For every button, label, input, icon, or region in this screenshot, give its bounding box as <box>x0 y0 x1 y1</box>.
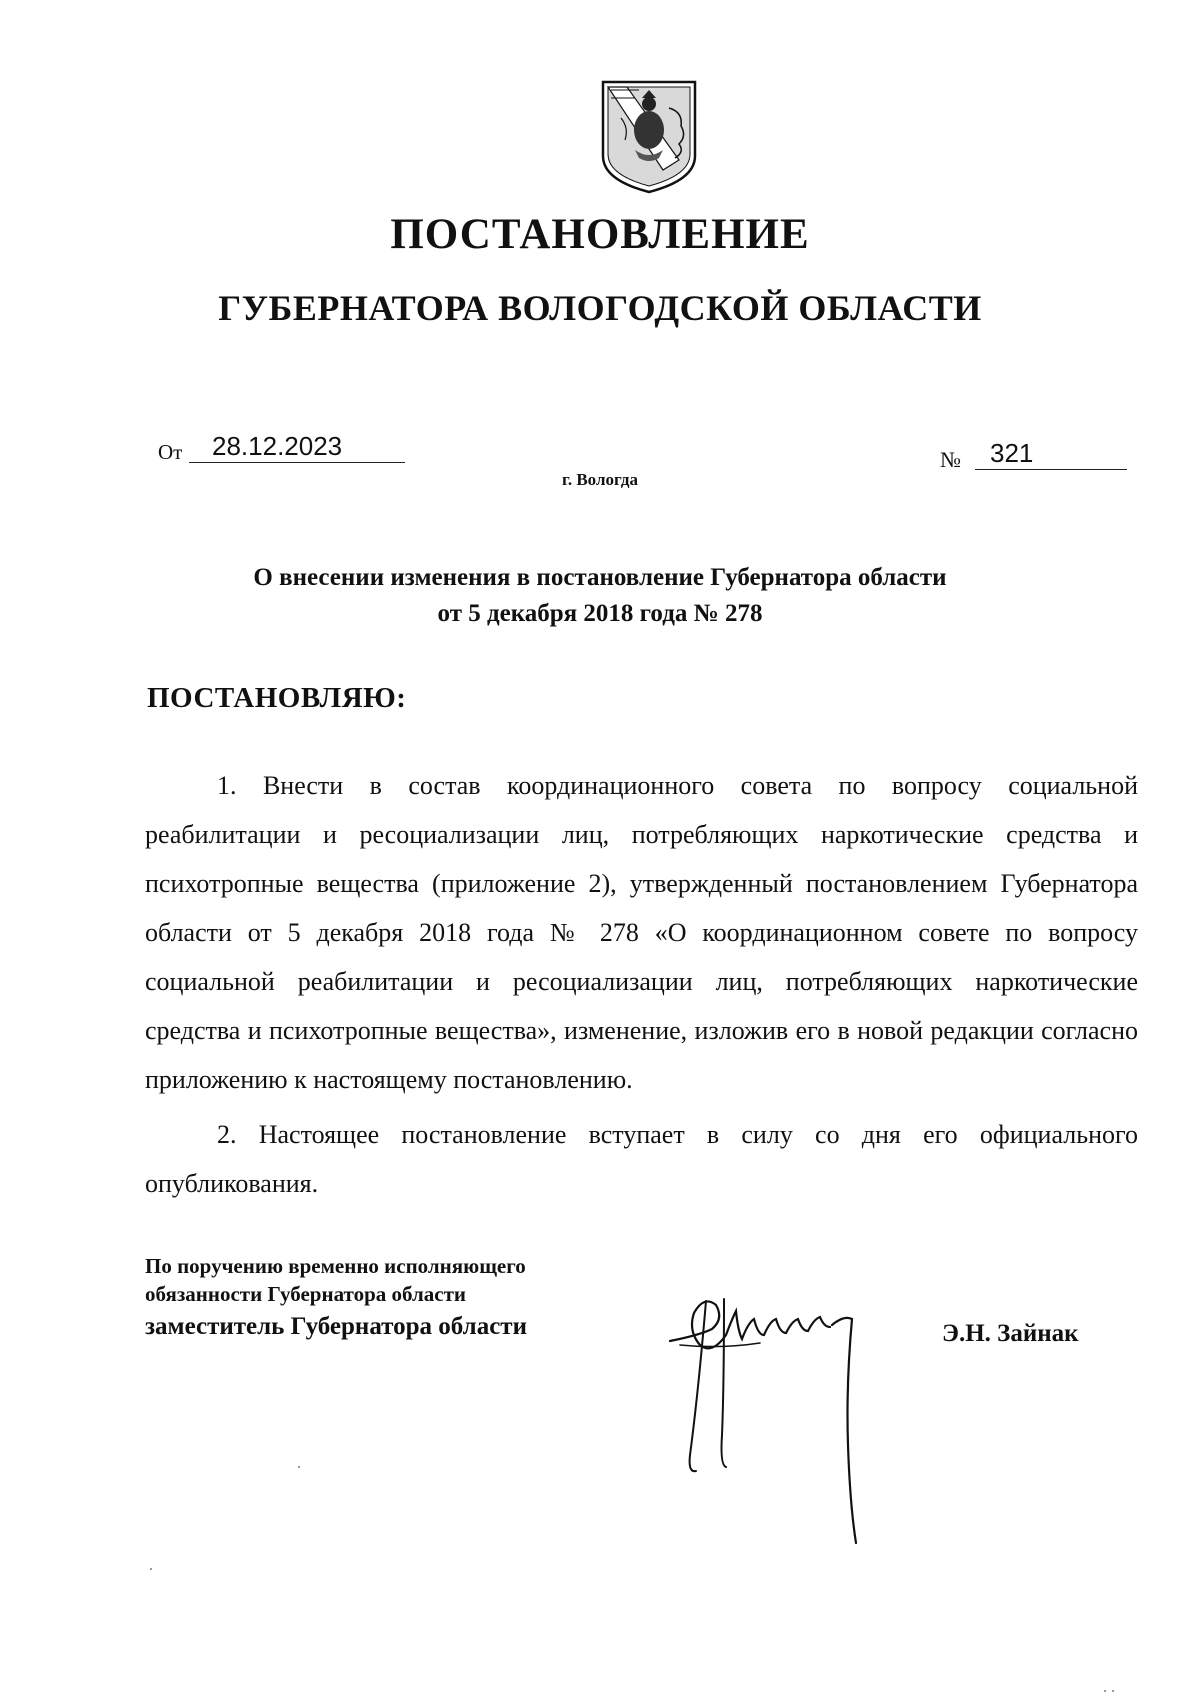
document-city: г. Вологда <box>562 470 638 489</box>
subject-line-2: от 5 декабря 2018 года № 278 <box>437 600 763 627</box>
signatory-name: Э.Н. Зайнак <box>942 1320 1079 1347</box>
date-underline <box>189 462 405 463</box>
document-number: 321 <box>990 438 1034 468</box>
document-issuer: ГУБЕРНАТОРА ВОЛОГОДСКОЙ ОБЛАСТИ <box>218 288 982 328</box>
signatory-position <box>145 1252 527 1346</box>
paragraph-1: 1. Внести в состав координационного совета по вопросу социальной реабилитации и ресоциализации лиц, потребляющих наркотические средства и психотропные вещества (приложение 2), утвержденный постановлением Губернатора области от 5 декабря 2018 года № 278 «О координационном совете по вопросу социальной реабилитации и ресоциализации лиц, потребляющих наркотические средства и психотропные вещества», изменение, изложив его в новой редакции согласно приложению к настоящему постановлению. <box>145 771 1138 1094</box>
signatory-line-2: обязанности Губернатора области <box>145 1282 466 1306</box>
handwritten-signature-icon <box>660 1275 900 1545</box>
scan-speck <box>150 1568 152 1570</box>
document-title: ПОСТАНОВЛЕНИЕ <box>390 211 810 258</box>
date-label: От <box>158 440 183 464</box>
signatory-line-3: заместитель Губернатора области <box>145 1313 527 1340</box>
decree-heading: ПОСТАНОВЛЯЮ: <box>147 682 407 714</box>
document-date: 28.12.2023 <box>212 431 343 461</box>
subject-line-1: О внесении изменения в постановление Губернатора области <box>253 564 947 591</box>
scan-speck <box>1112 1690 1114 1692</box>
signatory-line-1: По поручению временно исполняющего <box>145 1254 526 1278</box>
number-label: № <box>940 447 961 472</box>
paragraph-2: 2. Настоящее постановление вступает в силу со дня его официального опубликования. <box>145 1120 1138 1198</box>
document-subject <box>0 560 1200 632</box>
scan-speck <box>298 1466 300 1468</box>
scan-speck <box>1104 1690 1106 1692</box>
coat-of-arms-icon <box>599 78 699 196</box>
